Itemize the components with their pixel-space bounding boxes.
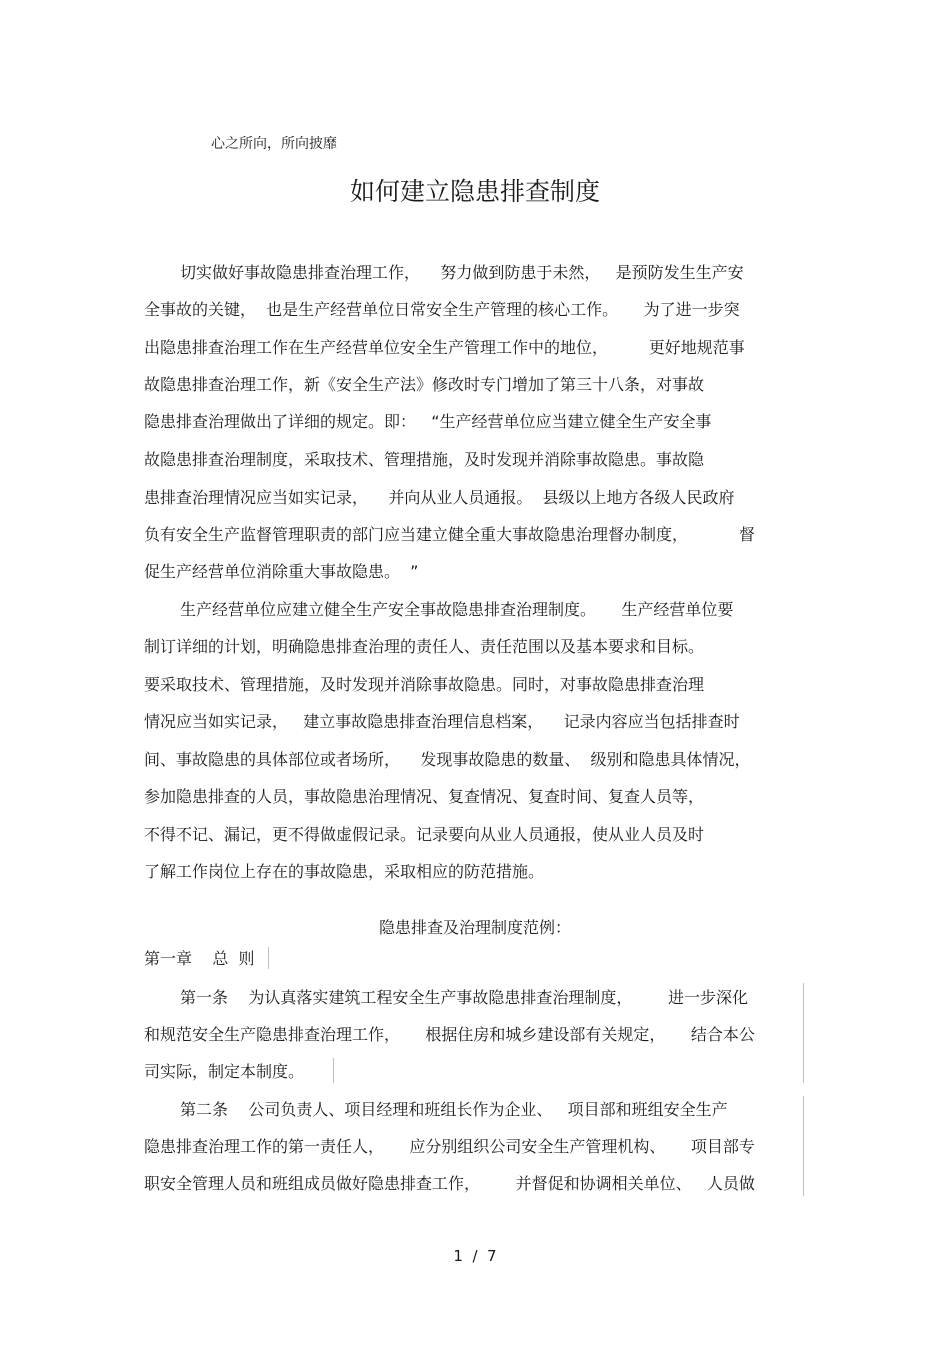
article-line: 隐患排查治理工作的第一责任人， 应分别组织公司安全生产管理机构、 项目部专 [144, 1137, 755, 1156]
paragraph-line: 情况应当如实记录， 建立事故隐患排查治理信息档案， 记录内容应当包括排查时 [144, 712, 740, 731]
paragraph-line: 切实做好事故隐患排查治理工作， 努力做到防患于未然， 是预防发生生产安 [180, 263, 744, 282]
paragraph-line: 促生产经营单位消除重大事故隐患。 ” [144, 562, 419, 581]
article-line: 和规范安全生产隐患排查治理工作， 根据住房和城乡建设部有关规定， 结合本公 [144, 1025, 755, 1044]
paragraph-line: 参加隐患排查的人员，事故隐患治理情况、复查情况、复查时间、复查人员等， [144, 787, 705, 806]
paragraph-line: 故隐患排查治理工作，新《安全生产法》修改时专门增加了第三十八条，对事故 [144, 375, 705, 394]
paragraph-line: 了解工作岗位上存在的事故隐患，采取相应的防范措施。 [144, 862, 545, 881]
table-border [803, 1096, 804, 1196]
article-line: 职安全管理人员和班组成员做好隐患排查工作， 并督促和协调相关单位、 人员做 [144, 1174, 755, 1193]
article-line: 第二条 公司负责人、项目经理和班组长作为企业、 项目部和班组安全生产 [180, 1100, 728, 1119]
document-title: 如何建立隐患排查制度 [349, 177, 600, 206]
paragraph-line: 不得不记、漏记，更不得做虚假记录。记录要向从业人员通报，使从业人员及时 [144, 825, 705, 844]
chapter-heading: 第一章 总 则 [144, 949, 255, 968]
paragraph-line: 间、事故隐患的具体部位或者场所， 发现事故隐患的数量、 级别和隐患具体情况， [144, 750, 751, 769]
paragraph-line: 要采取技术、管理措施，及时发现并消除事故隐患。同时，对事故隐患排查治理 [144, 675, 705, 694]
page-number: 1 / 7 [453, 1247, 497, 1265]
table-border [268, 947, 269, 969]
paragraph-line: 隐患排查治理做出了详细的规定。即： “生产经营单位应当建立健全生产安全事 [144, 412, 712, 431]
paragraph-line: 负有安全生产监督管理职责的部门应当建立健全重大事故隐患治理督办制度， 督 [144, 525, 755, 544]
article-line: 第一条 为认真落实建筑工程安全生产事故隐患排查治理制度， 进一步深化 [180, 988, 748, 1007]
paragraph-line: 制订详细的计划，明确隐患排查治理的责任人、责任范围以及基本要求和目标。 [144, 637, 705, 656]
example-section-title: 隐患排查及治理制度范例： [378, 918, 571, 937]
table-border [803, 983, 804, 1083]
header-motto: 心之所向，所向披靡 [211, 136, 337, 152]
paragraph-line: 患排查治理情况应当如实记录， 并向从业人员通报。 县级以上地方各级人民政府 [144, 488, 735, 507]
paragraph-line: 故隐患排查治理制度，采取技术、管理措施，及时发现并消除事故隐患。事故隐 [144, 450, 705, 469]
article-line: 司实际，制定本制度。 [144, 1062, 305, 1081]
table-border [333, 1058, 334, 1083]
paragraph-line: 生产经营单位应建立健全生产安全事故隐患排查治理制度。 生产经营单位要 [180, 600, 734, 619]
paragraph-line: 全事故的关键， 也是生产经营单位日常安全生产管理的核心工作。 为了进一步突 [144, 300, 740, 319]
paragraph-line: 出隐患排查治理工作在生产经营单位安全生产管理工作中的地位， 更好地规范事 [144, 338, 745, 357]
